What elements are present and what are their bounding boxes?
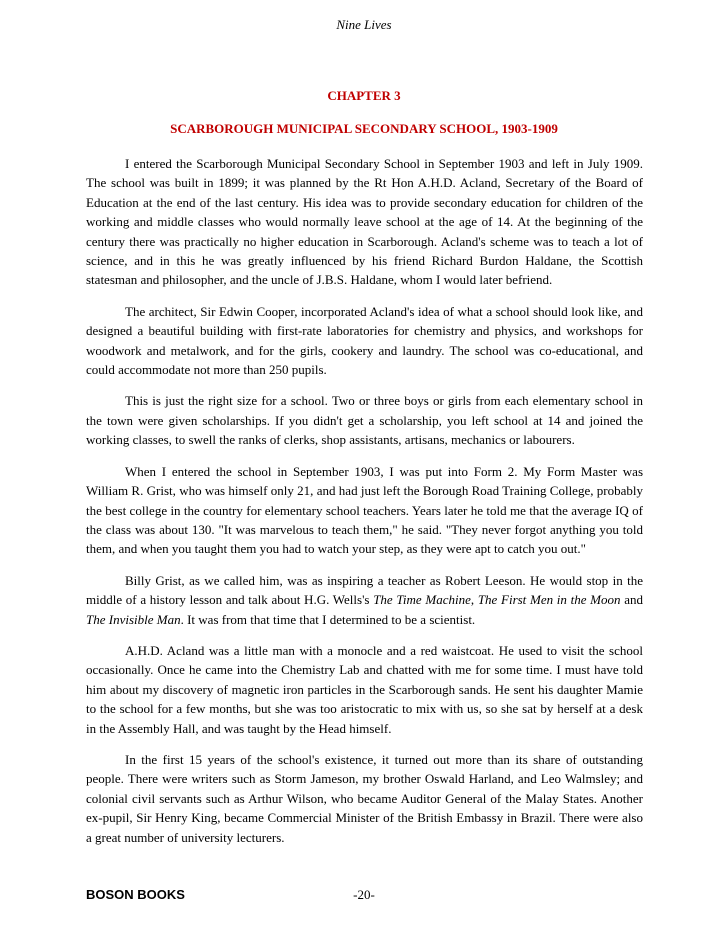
paragraph-1: I entered the Scarborough Municipal Secondary School in September 1903 and left in July 1909. The school was built in 1899; it was planned by the Rt Hon A.H.D. Acland, Secretary of the Board of Education at the end of the last century. His idea was to provide secondary education for children of the working and middle classes who would normally leave school at the age of 14. At the beginning of the century there was practically no higher education in Scarborough. Acland's scheme was to teach a lot of science, and in this he was greatly influenced by his friend Richard Burdon Haldane, the Scottish statesman and philosopher, and the uncle of J.B.S. Haldane, whom I would later befriend. [86, 156, 643, 288]
chapter-number: CHAPTER 3 [327, 88, 401, 103]
book-title-first-men-moon: The First Men in the Moon [477, 592, 621, 608]
paragraph-5 [86, 571, 643, 629]
book-title-time-machine: The Time Machine [373, 592, 471, 608]
book-title-invisible-man: The Invisible Man [86, 611, 181, 627]
paragraph-5-text-b: . It was from that time that I determined to be a scientist. [180, 611, 476, 627]
paragraph-2: The architect, Sir Edwin Cooper, incorporated Acland's idea of what a school should look like, and designed a beautiful building with first-rate laboratories for chemistry and physics, and workshops for woodwork and metalwork, and for the girls, cookery and laundry. The school was co-educational, and could accommodate not more than 250 pupils. [86, 303, 643, 378]
paragraph-5-text-a: Billy Grist, as we called him, was as inspiring a teacher as Robert Leeson. He would stop in the middle of a history lesson and talk about H.G. Wells's [86, 572, 643, 608]
paragraph-6: A.H.D. Acland was a little man with a monocle and a red waistcoat. He used to visit the school occasionally. Once he came into the Chemistry Lab and chatted with me for some time. I must have told him about my discovery of magnetic iron particles in the Scarborough sands. He sent his daughter Mamie to the school for a few months, but she was too aristocratic to mix with us, so she sat by herself at a desk in the Assembly Hall, and was taught by the Head himself. [86, 642, 643, 736]
paragraph-5-sep-b: and [620, 592, 644, 608]
paragraph-5-sep-a: , [470, 592, 478, 608]
paragraph-3: This is just the right size for a school. Two or three boys or girls from each elementary school in the town were given scholarships. If you didn't get a scholarship, you left school at 14 and joined the working classes, to swell the ranks of clerks, shop assistants, artisans, mechanics or labourers. [86, 393, 643, 448]
running-header: Nine Lives [336, 17, 392, 32]
body-text [86, 154, 643, 859]
footer-page-number: -20- [353, 887, 375, 902]
chapter-title: SCARBOROUGH MUNICIPAL SECONDARY SCHOOL, 1903-1909 [170, 121, 558, 136]
paragraph-4: When I entered the school in September 1903, I was put into Form 2. My Form Master was William R. Grist, who was himself only 21, and had just left the Borough Road Training College, probably the best college in the country for elementary school teachers. Years later he told me that the average IQ of the class was about 130. "It was marvelous to teach them," he said. "They never forgot anything you told them, and when you taught them you had to watch your step, as they were apt to catch you out." [86, 463, 643, 557]
footer-publisher: BOSON BOOKS [86, 887, 185, 902]
paragraph-7: In the first 15 years of the school's existence, it turned out more than its share of outstanding people. There were writers such as Storm Jameson, my brother Oswald Harland, and Leo Walmsley; and colonial civil servants such as Arthur Wilson, who became Auditor General of the Malay States. Another ex-pupil, Sir Henry King, became Commercial Minister of the British Embassy in Brazil. There were also a great number of university lecturers. [86, 751, 643, 845]
